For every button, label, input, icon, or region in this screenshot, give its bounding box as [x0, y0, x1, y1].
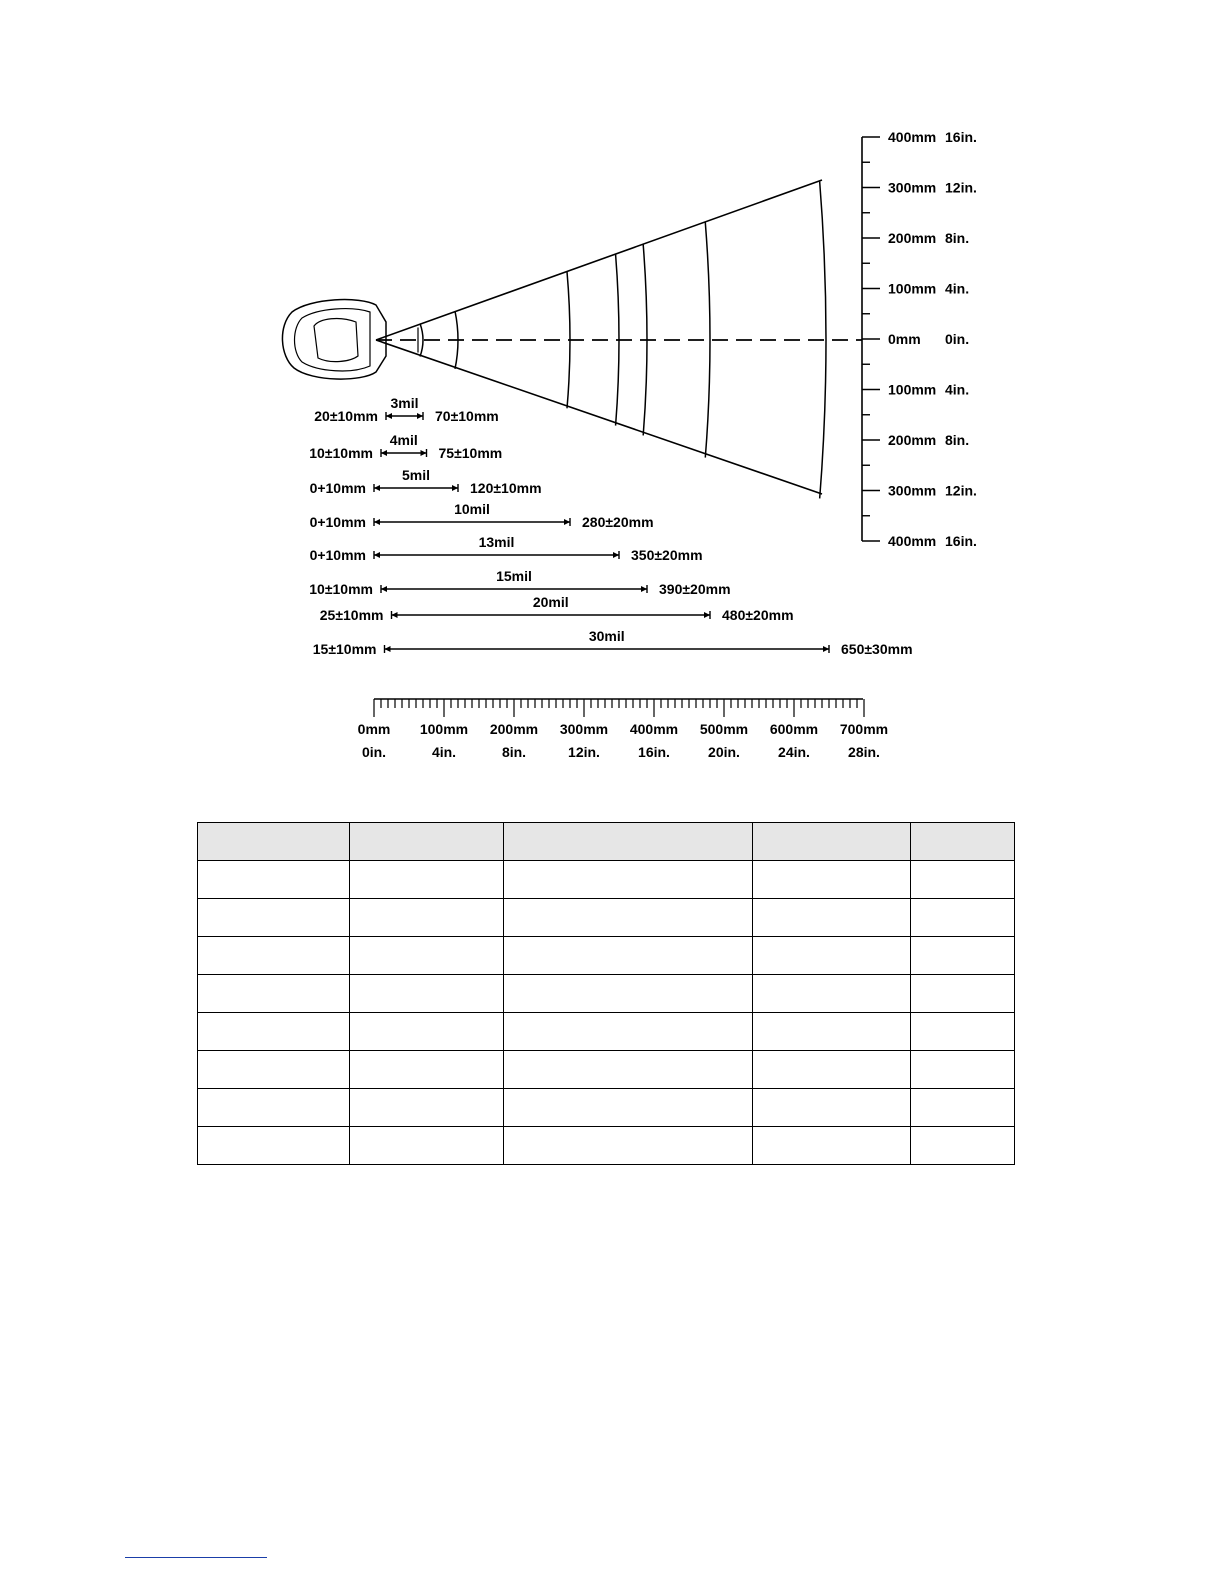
table-cell — [911, 1089, 1015, 1127]
field-limit-arc — [705, 222, 710, 457]
range-bar-far-arrow — [704, 612, 710, 618]
range-near-label: 15±10mm — [312, 641, 377, 657]
horizontal-scale-label-mm: 100mm — [419, 721, 469, 737]
table-cell — [753, 937, 911, 975]
table-cell — [911, 1051, 1015, 1089]
horizontal-scale-label-mm: 300mm — [559, 721, 609, 737]
vertical-scale-label-mm: 200mm — [888, 230, 937, 246]
horizontal-scale-label-mm: 400mm — [629, 721, 679, 737]
vertical-scale-label-in: 4in. — [945, 381, 970, 398]
scanner-window — [314, 319, 358, 362]
range-bar-far-arrow — [417, 413, 423, 419]
range-density-label: 10mil — [454, 501, 490, 517]
table-cell — [350, 937, 504, 975]
table-row — [198, 861, 1015, 899]
range-bar-far-arrow — [452, 485, 458, 491]
horizontal-scale-label-mm: 700mm — [839, 721, 889, 737]
table-row — [198, 975, 1015, 1013]
range-near-label: 0+10mm — [309, 480, 366, 496]
range-bar-near-arrow — [386, 413, 392, 419]
range-far-label: 650±30mm — [841, 641, 913, 657]
table-cell — [198, 1089, 350, 1127]
table-row — [198, 937, 1015, 975]
range-far-label: 280±20mm — [582, 514, 654, 530]
vertical-scale-label-mm: 200mm — [888, 432, 937, 448]
range-far-label: 70±10mm — [435, 408, 499, 424]
horizontal-scale-label-in: 24in. — [778, 744, 810, 760]
table-cell — [350, 1127, 504, 1165]
range-bar-far-arrow — [564, 519, 570, 525]
vertical-scale-label-in: 4in. — [945, 280, 970, 297]
table-cell — [911, 937, 1015, 975]
table-header-cell — [198, 823, 350, 861]
range-far-label: 480±20mm — [722, 607, 794, 623]
table-cell — [911, 899, 1015, 937]
range-bar-near-arrow — [374, 485, 380, 491]
table-header-cell — [753, 823, 911, 861]
range-near-label: 0+10mm — [309, 547, 366, 563]
field-upper-edge — [376, 180, 822, 340]
vertical-scale-label-mm: 400mm — [888, 129, 937, 145]
vertical-scale-label-mm: 0mm — [888, 331, 921, 347]
range-near-label: 10±10mm — [309, 445, 373, 461]
table-cell — [350, 1089, 504, 1127]
table-cell — [198, 937, 350, 975]
table-header-cell — [504, 823, 753, 861]
range-bar-far-arrow — [613, 552, 619, 558]
range-bar-near-arrow — [392, 612, 398, 618]
range-bar-near-arrow — [374, 552, 380, 558]
horizontal-scale-label-mm: 0mm — [357, 721, 391, 737]
range-bar-far-arrow — [421, 450, 427, 456]
table-cell — [753, 1089, 911, 1127]
vertical-scale-label-in: 12in. — [945, 482, 977, 499]
table-cell — [198, 1013, 350, 1051]
table-cell — [911, 1127, 1015, 1165]
vertical-scale-label-mm: 300mm — [888, 179, 937, 196]
table-cell — [911, 975, 1015, 1013]
horizontal-scale-label-in: 20in. — [708, 744, 740, 760]
table-cell — [504, 1089, 753, 1127]
table-cell — [504, 1127, 753, 1165]
horizontal-scale-label-in: 8in. — [501, 744, 527, 760]
table-cell — [753, 1013, 911, 1051]
table-header-cell — [350, 823, 504, 861]
range-bar-near-arrow — [385, 646, 391, 652]
table-cell — [753, 975, 911, 1013]
range-bar-near-arrow — [381, 586, 387, 592]
range-near-label: 20±10mm — [314, 408, 378, 424]
table-cell — [753, 1127, 911, 1165]
table-row — [198, 1013, 1015, 1051]
vertical-scale-label-in: 16in. — [945, 533, 977, 549]
horizontal-scale-label-in: 4in. — [431, 744, 457, 760]
vertical-scale-label-mm: 100mm — [888, 280, 937, 297]
table-cell — [198, 975, 350, 1013]
table-cell — [504, 975, 753, 1013]
table-cell — [911, 861, 1015, 899]
table-cell — [350, 1013, 504, 1051]
horizontal-scale-label-mm: 500mm — [699, 721, 749, 737]
range-density-label: 13mil — [478, 534, 515, 550]
table-cell — [198, 1127, 350, 1165]
table-header-cell — [911, 823, 1015, 861]
table-cell — [198, 899, 350, 937]
range-far-label: 75±10mm — [438, 445, 503, 461]
table-header-row — [198, 823, 1015, 861]
field-limit-arc — [420, 323, 423, 356]
vertical-scale-label-in: 8in. — [945, 230, 970, 246]
table-row — [198, 1051, 1015, 1089]
table-row — [198, 1089, 1015, 1127]
table-cell — [504, 861, 753, 899]
horizontal-scale-label-in: 28in. — [848, 744, 880, 760]
table-row — [198, 899, 1015, 937]
table-cell — [350, 1051, 504, 1089]
range-bar-near-arrow — [374, 519, 380, 525]
range-density-label: 15mil — [496, 568, 532, 584]
range-density-label: 5mil — [401, 467, 431, 483]
range-near-label: 10±10mm — [309, 581, 373, 597]
vertical-scale-label-in: 12in. — [945, 179, 977, 196]
table-cell — [911, 1013, 1015, 1051]
range-bar-near-arrow — [381, 450, 387, 456]
table-cell — [753, 899, 911, 937]
table-cell — [350, 861, 504, 899]
table-cell — [350, 899, 504, 937]
table-row — [198, 1127, 1015, 1165]
table-cell — [504, 1013, 753, 1051]
table-cell — [504, 899, 753, 937]
table-cell — [753, 861, 911, 899]
range-far-label: 120±10mm — [470, 480, 542, 496]
vertical-scale-label-in: 16in. — [945, 129, 977, 145]
table-cell — [504, 1051, 753, 1089]
vertical-scale-label-mm: 100mm — [888, 381, 937, 398]
horizontal-scale-label-in: 0in. — [361, 744, 387, 760]
range-far-label: 350±20mm — [631, 547, 703, 563]
range-far-label: 390±20mm — [659, 581, 731, 597]
table-cell — [198, 861, 350, 899]
range-density-label: 4mil — [389, 432, 418, 448]
horizontal-scale-label-mm: 200mm — [489, 721, 539, 737]
range-density-label: 3mil — [390, 395, 419, 411]
vertical-scale-label-in: 0in. — [945, 331, 970, 347]
horizontal-scale-label-in: 16in. — [638, 744, 670, 760]
vertical-scale-label-mm: 300mm — [888, 482, 937, 499]
range-density-label: 30mil — [588, 628, 625, 644]
table-cell — [753, 1051, 911, 1089]
table-cell — [198, 1051, 350, 1089]
vertical-scale-label-in: 8in. — [945, 432, 970, 448]
footnote-separator — [125, 1557, 267, 1558]
range-bar-far-arrow — [823, 646, 829, 652]
table-cell — [350, 975, 504, 1013]
range-density-label: 20mil — [532, 594, 569, 610]
vertical-scale-label-mm: 400mm — [888, 533, 937, 549]
horizontal-scale-label-in: 12in. — [568, 744, 600, 760]
spec-table — [197, 822, 1015, 1165]
range-bar-far-arrow — [641, 586, 647, 592]
range-near-label: 25±10mm — [319, 607, 384, 623]
table-cell — [504, 937, 753, 975]
range-near-label: 0+10mm — [309, 514, 366, 530]
horizontal-scale-label-mm: 600mm — [769, 721, 819, 737]
